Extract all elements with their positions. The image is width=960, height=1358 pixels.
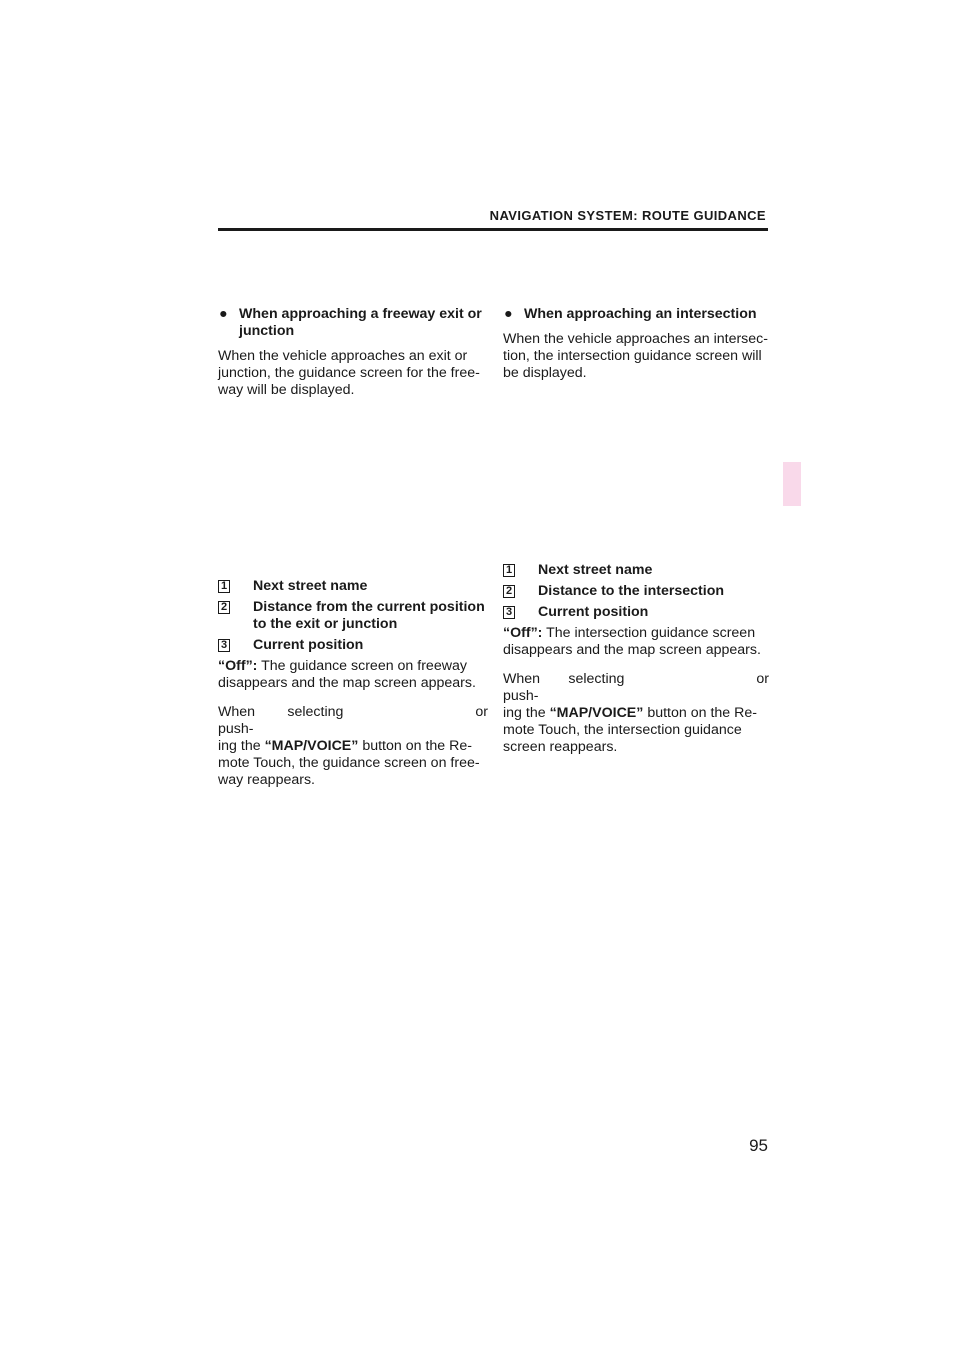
off-description: “Off”: The intersection guidance screen disappears and the map screen appears. (503, 625, 761, 658)
intersection-heading: ● When approaching an intersection (504, 306, 757, 322)
header-rule (218, 228, 768, 231)
off-label: “Off”: (503, 625, 543, 641)
list-item: 3 Current position (503, 604, 769, 621)
callout-number: 3 (503, 606, 515, 619)
left-column (218, 306, 488, 789)
callout-number: 3 (218, 639, 230, 652)
map-voice-button-label: “MAP/VOICE” (264, 738, 359, 754)
section-title: NAVIGATION SYSTEM: ROUTE GUIDANCE (489, 208, 766, 223)
list-item: 1 Next street name (503, 562, 769, 579)
callout-number: 1 (218, 580, 230, 593)
screen-illustration-placeholder (503, 382, 769, 562)
map-voice-button-label: “MAP/VOICE” (549, 705, 644, 721)
callout-number: 2 (503, 585, 515, 598)
freeway-exit-heading: ● When approaching a freeway exit or junction (219, 306, 482, 339)
reappear-description: When selecting or push- ing the “MAP/VOICE” button on the Re- mote Touch, the guidance screen on free- way reappears. (218, 704, 488, 788)
page-number: 95 (749, 1136, 768, 1155)
list-item: 3 Current position (218, 637, 488, 654)
off-description: “Off”: The guidance screen on freeway disappears and the map screen appears. (218, 658, 476, 691)
bullet-icon: ● (219, 306, 228, 322)
right-column (503, 306, 769, 756)
bullet-icon: ● (504, 306, 513, 322)
list-item: 2 Distance to the intersection (503, 583, 769, 600)
screen-illustration-placeholder (218, 399, 488, 578)
list-item: 2 Distance from the current position to the exit or junction (218, 599, 488, 633)
intersection-intro-text: When the vehicle approaches an intersec- tion, the intersection guidance screen will be displayed. (503, 331, 768, 381)
reappear-description: When selecting or push- ing the “MAP/VOICE” button on the Re- mote Touch, the intersection guidance screen reappears. (503, 671, 769, 755)
freeway-intro-text: When the vehicle approaches an exit or junction, the guidance screen for the free- way will be displayed. (218, 348, 480, 398)
off-label: “Off”: (218, 658, 258, 674)
section-tab-marker (783, 462, 801, 506)
list-item: 1 Next street name (218, 578, 488, 595)
callout-number: 2 (218, 601, 230, 614)
callout-number: 1 (503, 564, 515, 577)
